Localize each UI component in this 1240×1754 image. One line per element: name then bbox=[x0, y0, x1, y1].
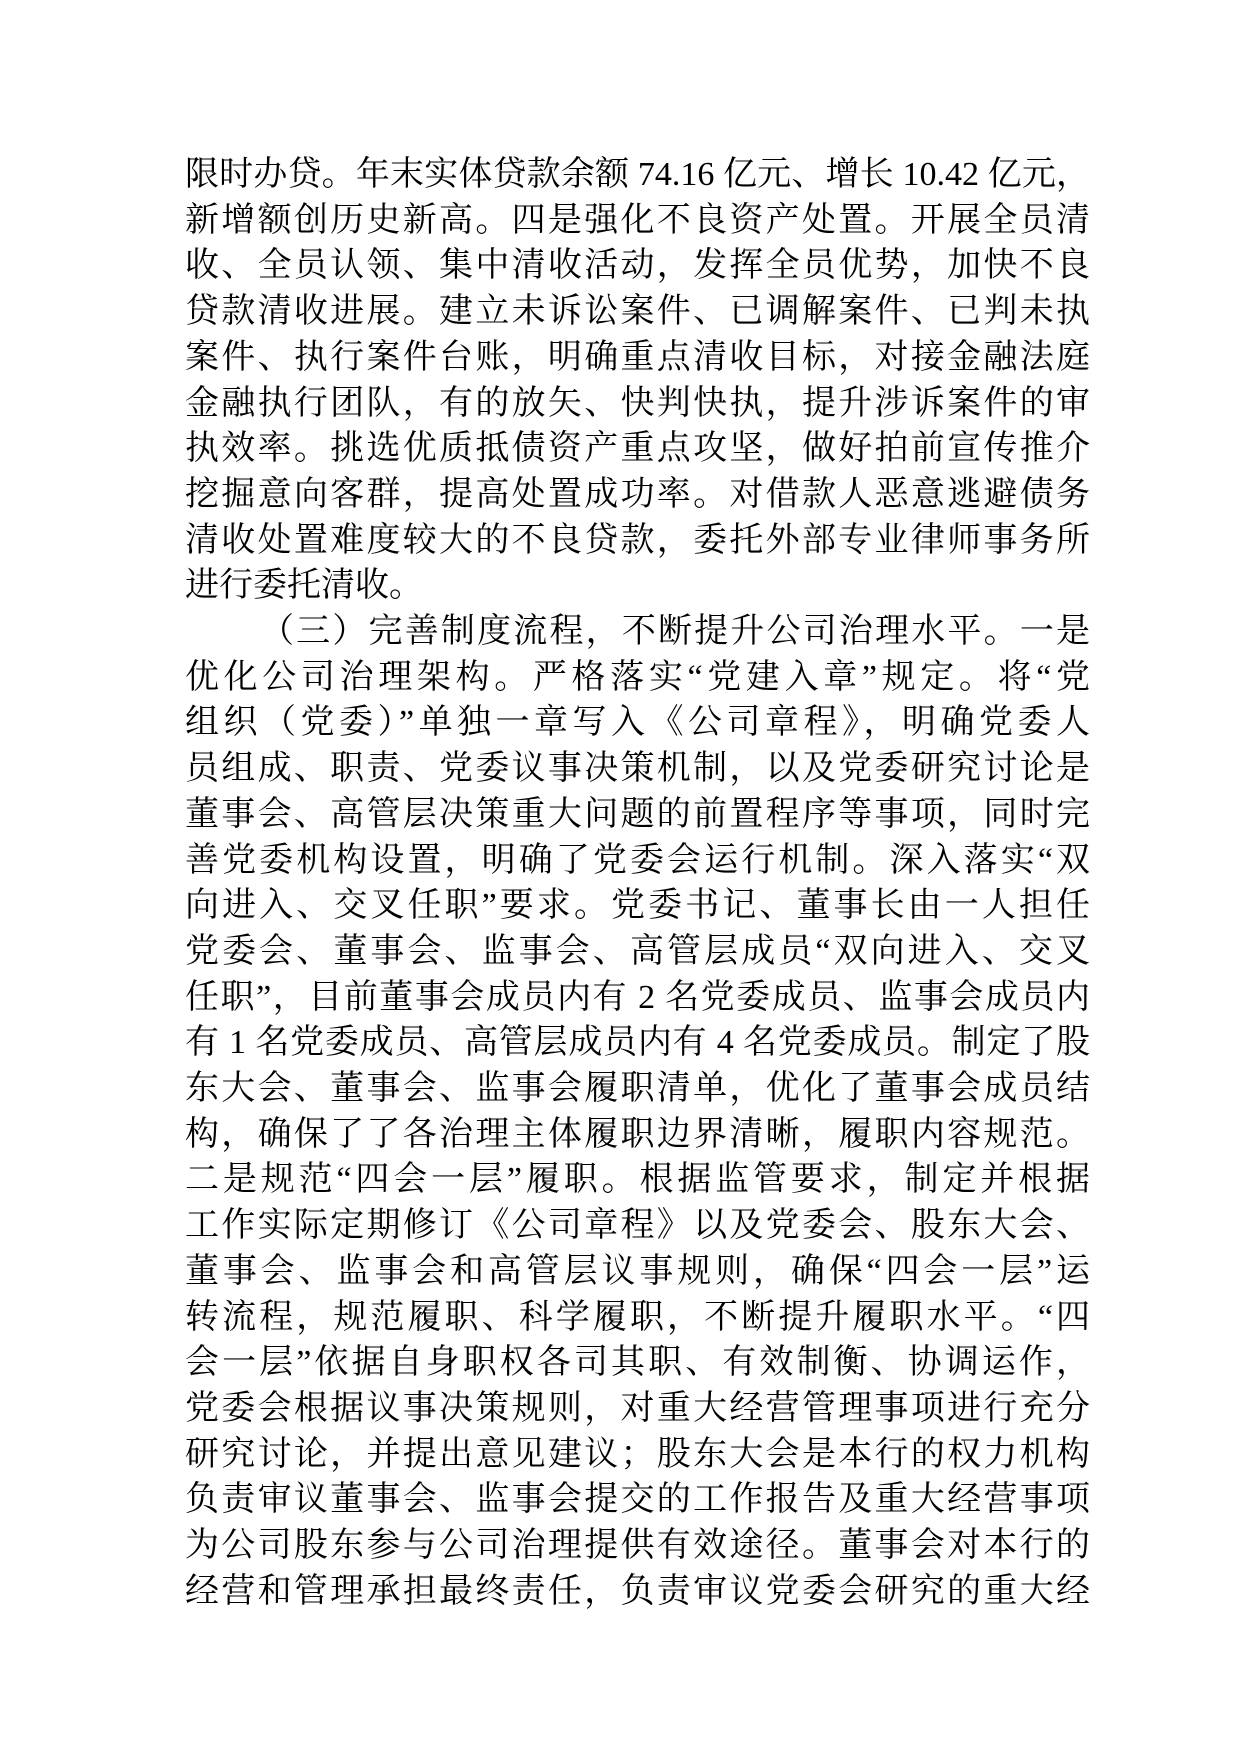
text-line: 任职”，目前董事会成员内有 2 名党委成员、监事会成员内 bbox=[185, 978, 1090, 1016]
text-line: 善党委机构设置，明确了党委会运行机制。深入落实“双 bbox=[185, 841, 1090, 879]
text-line: 金融执行团队，有的放矢、快判快执，提升涉诉案件的审 bbox=[185, 384, 1090, 422]
text-line: 向进入、交叉任职”要求。党委书记、董事长由一人担任 bbox=[185, 887, 1090, 925]
text-line: 限时办贷。年末实体贷款余额 74.16 亿元、增长 10.42 亿元， bbox=[185, 156, 1090, 193]
text-line: 挖掘意向客群，提高处置成功率。对借款人恶意逃避债务 bbox=[185, 475, 1090, 513]
text-line: 新增额创历史新高。四是强化不良资产处置。开展全员清 bbox=[185, 201, 1090, 239]
text-line: 董事会、高管层决策重大问题的前置程序等事项，同时完 bbox=[185, 795, 1090, 833]
text-line: 优化公司治理架构。严格落实“党建入章”规定。将“党 bbox=[185, 658, 1090, 696]
document-text-body bbox=[185, 152, 1090, 1615]
text-line: 研究讨论，并提出意见建议；股东大会是本行的权力机构 bbox=[185, 1435, 1090, 1473]
text-line: 董事会、监事会和高管层议事规则，确保“四会一层”运 bbox=[185, 1252, 1090, 1290]
text-line: 工作实际定期修订《公司章程》以及党委会、股东大会、 bbox=[185, 1207, 1090, 1245]
text-line: 清收处置难度较大的不良贷款，委托外部专业律师事务所 bbox=[185, 521, 1090, 559]
text-line: 会一层”依据自身职权各司其职、有效制衡、协调运作， bbox=[185, 1344, 1090, 1382]
text-line: 党委会、董事会、监事会、高管层成员“双向进入、交叉 bbox=[185, 932, 1090, 970]
text-line: 党委会根据议事决策规则，对重大经营管理事项进行充分 bbox=[185, 1389, 1090, 1427]
text-line: 有 1 名党委成员、高管层成员内有 4 名党委成员。制定了股 bbox=[185, 1024, 1090, 1062]
text-line: 东大会、董事会、监事会履职清单，优化了董事会成员结 bbox=[185, 1070, 1090, 1108]
text-line: 贷款清收进展。建立未诉讼案件、已调解案件、已判未执 bbox=[185, 293, 1090, 331]
text-line: 二是规范“四会一层”履职。根据监管要求，制定并根据 bbox=[185, 1161, 1090, 1199]
text-line: 执效率。挑选优质抵债资产重点攻坚，做好拍前宣传推介 bbox=[185, 430, 1090, 468]
text-line: 案件、执行案件台账，明确重点清收目标，对接金融法庭 bbox=[185, 338, 1090, 376]
text-line: 经营和管理承担最终责任，负责审议党委会研究的重大经 bbox=[185, 1572, 1090, 1610]
text-line: 收、全员认领、集中清收活动，发挥全员优势，加快不良 bbox=[185, 247, 1090, 285]
text-line-paragraph-end: 进行委托清收。 bbox=[185, 567, 423, 605]
text-line: 负责审议董事会、监事会提交的工作报告及重大经营事项 bbox=[185, 1481, 1090, 1519]
text-line: 构，确保了了各治理主体履职边界清晰，履职内容规范。 bbox=[185, 1115, 1090, 1153]
text-line: 员组成、职责、党委议事决策机制，以及党委研究讨论是 bbox=[185, 750, 1090, 788]
text-line: 转流程，规范履职、科学履职，不断提升履职水平。“四 bbox=[185, 1298, 1090, 1336]
text-line: 组织（党委）”单独一章写入《公司章程》，明确党委人 bbox=[185, 704, 1090, 742]
text-line-paragraph-start: （三）完善制度流程，不断提升公司治理水平。一是 bbox=[260, 613, 1090, 651]
text-line: 为公司股东参与公司治理提供有效途径。董事会对本行的 bbox=[185, 1527, 1090, 1565]
